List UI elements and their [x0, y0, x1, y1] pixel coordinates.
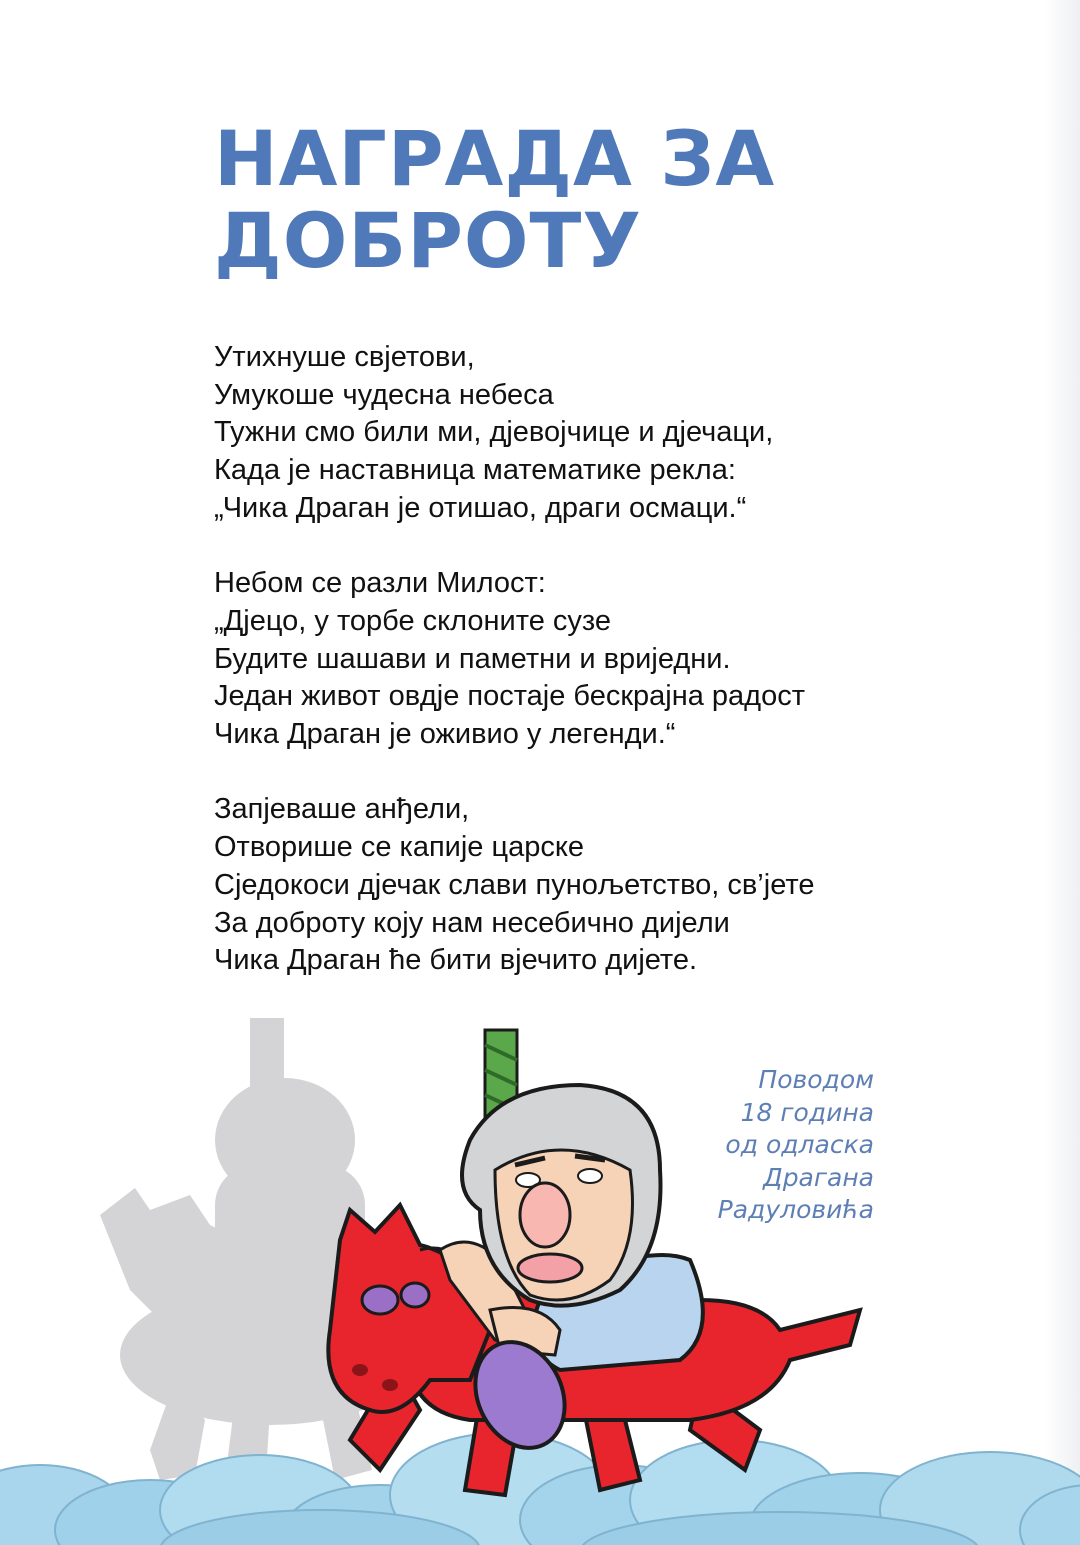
stanza	[214, 565, 914, 754]
poem-line: Умукоше чудесна небеса	[214, 378, 554, 411]
poem-line: Тужни смо били ми, дјевојчице и дјечаци,	[214, 416, 774, 449]
stanza	[214, 339, 914, 528]
poem-line: Утихнуше свјетови,	[214, 341, 475, 373]
stanza	[214, 791, 914, 980]
poem-line: Будите шашави и паметни и вриједни.	[214, 642, 731, 675]
caption-line: од одласка	[725, 1130, 874, 1159]
page-title	[214, 114, 776, 285]
illustration	[0, 1000, 1080, 1545]
poem-line: „Дјецо, у торбе склоните сузе	[214, 604, 611, 637]
poem-line: Запјеваше анђели,	[214, 793, 470, 826]
poem	[214, 339, 914, 1018]
caption-line: 18 година	[740, 1097, 874, 1127]
dedication-caption	[718, 1064, 874, 1227]
poem-line: Сједокоси дјечак слави пунољетство, св’јете	[214, 868, 815, 901]
poem-line: Чика Драган ће бити вјечито дијете.	[214, 944, 698, 977]
caption-line: Поводом	[758, 1065, 874, 1094]
caption-line: Драгана	[763, 1162, 874, 1192]
poem-line: За доброту коју нам несебично дијели	[214, 906, 730, 939]
poem-line: „Чика Драган је отишао, драги осмаци.“	[214, 491, 747, 524]
poem-line: Када је наставница математике рекла:	[214, 454, 736, 487]
title-line: ДОБРОТУ	[214, 196, 642, 285]
poem-line: Чика Драган је оживио у легенди.“	[214, 718, 676, 751]
poem-line: Један живот овдје постаје бескрајна радост	[214, 680, 806, 713]
caption-line: Радуловића	[717, 1195, 874, 1224]
poem-line: Отворише се капије царске	[214, 831, 585, 864]
title-line: НАГРАДА ЗА	[214, 114, 776, 203]
poem-line: Небом се разли Милост:	[214, 567, 546, 600]
